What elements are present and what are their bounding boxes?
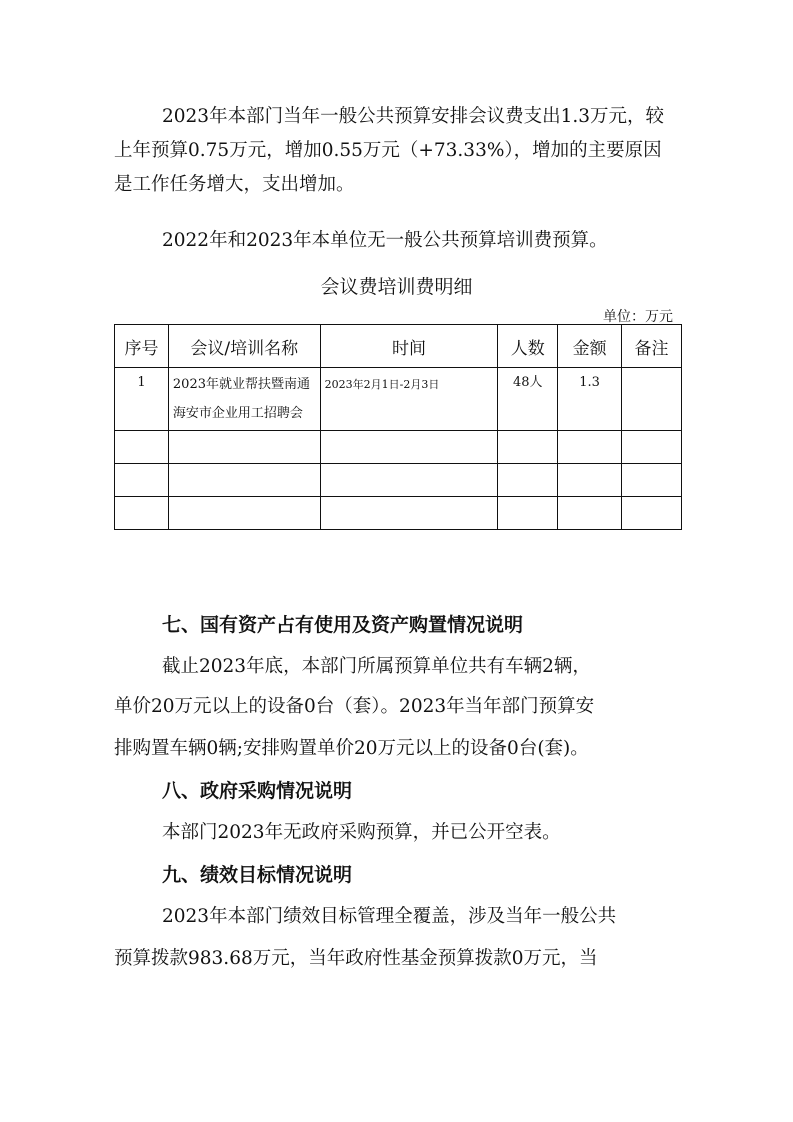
header-note: 备注: [622, 325, 682, 368]
cell-amount: 1.3: [558, 368, 622, 431]
meeting-training-table: [114, 324, 682, 530]
header-time: 时间: [320, 325, 498, 368]
table-row-empty: [115, 497, 682, 530]
table-row-empty: [115, 464, 682, 497]
table-row: [115, 368, 682, 431]
header-amount: 金额: [558, 325, 622, 368]
section9-heading: 九、绩效目标情况说明: [162, 864, 353, 886]
table-row-empty: [115, 431, 682, 464]
cell-time: 2023年2月1日-2月3日: [320, 368, 498, 431]
section9-line1: 2023年本部门绩效目标管理全覆盖，涉及当年一般公共: [162, 906, 617, 927]
section7-line1: 截止2023年底，本部门所属预算单位共有车辆2辆，: [162, 656, 591, 677]
table-header-row: [115, 325, 682, 368]
cell-people: 48人: [498, 368, 558, 431]
header-name: 会议/培训名称: [168, 325, 320, 368]
meeting-fee-text: 2023年本部门当年一般公共预算安排会议费支出1.3万元，较上年预算0.75万元，增加0.55万元（+73.33%），增加的主要原因是工作任务增大，支出增加。: [114, 106, 665, 195]
section7-heading: 七、国有资产占有使用及资产购置情况说明: [162, 614, 524, 636]
training-fee-paragraph: 2022年和2023年本单位无一般公共预算培训费预算。: [162, 230, 608, 251]
section7-line2: 单价20万元以上的设备0台（套）。2023年当年部门预算安: [114, 696, 595, 717]
section8-line1: 本部门2023年无政府采购预算，并已公开空表。: [162, 822, 561, 843]
cell-name: 2023年就业帮扶暨南通海安市企业用工招聘会: [168, 368, 320, 431]
table-title: 会议费培训费明细: [320, 276, 473, 298]
header-people: 人数: [498, 325, 558, 368]
section7-line3: 排购置车辆0辆;安排购置单价20万元以上的设备0台(套)。: [114, 738, 589, 759]
meeting-fee-paragraph: [114, 100, 674, 202]
header-no: 序号: [115, 325, 169, 368]
section8-heading: 八、政府采购情况说明: [162, 780, 353, 802]
cell-note: [622, 368, 682, 431]
section9-line2: 预算拨款983.68万元，当年政府性基金预算拨款0万元，当: [114, 948, 598, 969]
cell-no: 1: [115, 368, 169, 431]
table-unit: 单位：万元: [603, 309, 673, 325]
